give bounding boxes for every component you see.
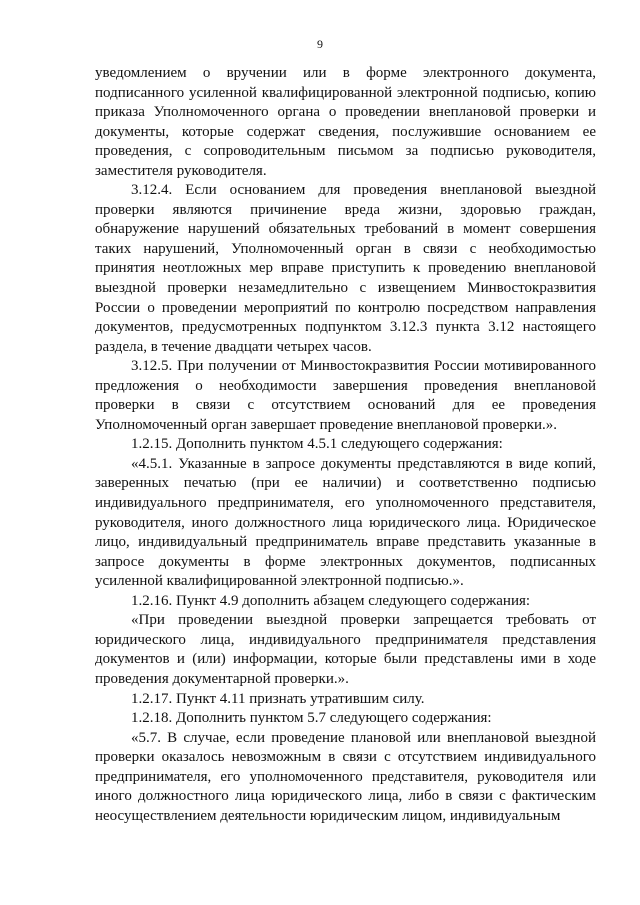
paragraph-5-7: «5.7. В случае, если проведение плановой или внеплановой выездной проверки оказалось невозможным в связи с отсутствием индивидуального предпринимателя, его уполномоченного представителя, руководителя или иного должностного лица юридического лица, либо в связи с фактическим неосуществлением деятельности юридическим лицом, индивидуальным <box>95 729 596 824</box>
paragraph-4-9-addition: «При проведении выездной проверки запрещается требовать от юридического лица, индивидуального предпринимателя представления документов и (или) информации, которые были представлены ими в ходе проведения документарной проверки.». <box>95 612 596 687</box>
paragraph-4-5-1: «4.5.1. Указанные в запросе документы представляются в виде копий, заверенных печатью (при ее наличии) и соответственно подписью индивидуального предпринимателя, его уполномоченного представителя, руководителя, иного должностного лица юридического лица. Юридическое лицо, индивидуальный предприниматель вправе представить указанные в запросе документы в форме электронных документов, подписанных усиленной квалифицированной электронной подписью.». <box>95 455 596 590</box>
paragraph-1-2-18: 1.2.18. Дополнить пунктом 5.7 следующего содержания: <box>131 710 492 727</box>
paragraph-1-2-15: 1.2.15. Дополнить пунктом 4.5.1 следующего содержания: <box>131 436 503 453</box>
document-body <box>95 64 596 826</box>
paragraph-1-2-16: 1.2.16. Пункт 4.9 дополнить абзацем следующего содержания: <box>131 592 531 609</box>
paragraph-3-12-4: 3.12.4. Если основанием для проведения внеплановой выездной проверки являются причинение вреда жизни, здоровью граждан, обнаружение нарушений обязательных требований в момент совершения таких нарушений, Уполномоченный орган в связи с необходимостью принятия неотложных мер вправе приступить к проведению внеплановой выездной проверки незамедлительно с извещением Минвостокразвития России о проведении мероприятий по контролю посредством направления документов, предусмотренных подпунктом 3.12.3 пункта 3.12 настоящего раздела, в течение двадцати четырех часов. <box>95 182 596 355</box>
paragraph-1-2-17: 1.2.17. Пункт 4.11 признать утратившим силу. <box>131 690 425 707</box>
page-number: 9 <box>317 37 323 51</box>
paragraph-3-12-5: 3.12.5. При получении от Минвостокразвития России мотивированного предложения о необходимости завершения проведения внеплановой проверки в связи с отсутствием оснований для ее проведения Уполномоченный орган завершает проведение внеплановой проверки.». <box>95 358 596 433</box>
paragraph-continuation: уведомлением о вручении или в форме электронного документа, подписанного усиленной квалифицированной электронной подписью, копию приказа Уполномоченного органа о проведении внеплановой проверки и документы, которые содержат сведения, послужившие основанием ее проведения, с сопроводительным письмом за подписью руководителя, заместителя руководителя. <box>95 65 596 179</box>
